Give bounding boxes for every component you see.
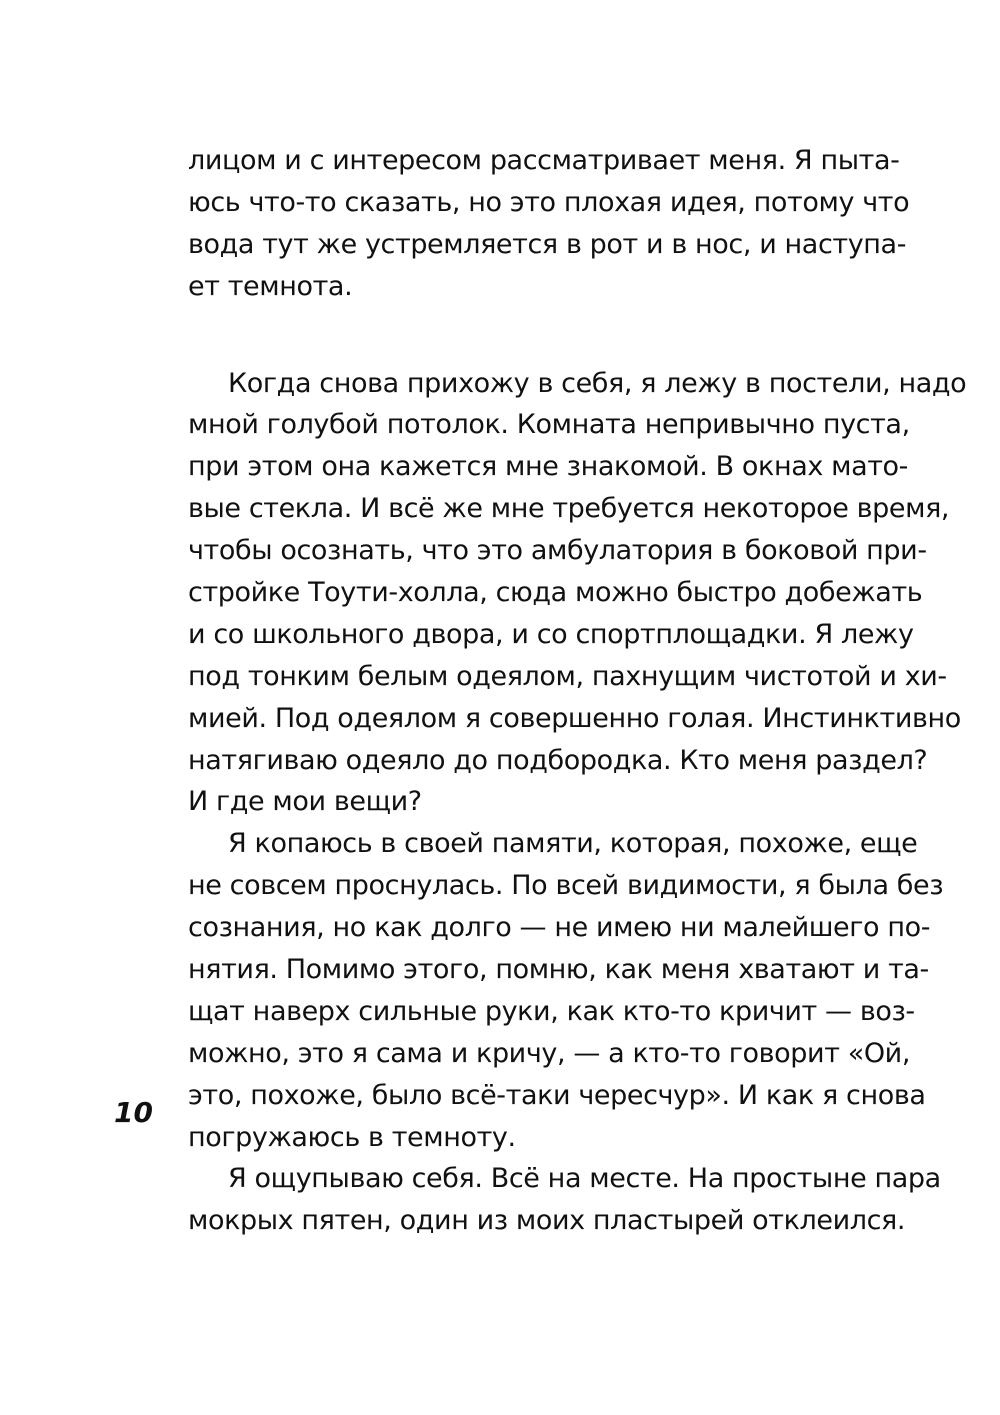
text-line: сознания, но как долго — не имею ни малейшего по- xyxy=(188,912,931,944)
page-number: 10 xyxy=(114,1096,153,1129)
paragraph-2 xyxy=(188,363,967,824)
text-line: юсь что-то сказать, но это плохая идея, потому что xyxy=(188,186,910,218)
text-line: мией. Под одеялом я совершенно голая. Инстинктивно xyxy=(188,702,961,734)
text-line: чтобы осознать, что это амбулатория в боковой при- xyxy=(188,535,927,567)
text-line: стройке Тоути-холла, сюда можно быстро добежать xyxy=(188,577,923,609)
text-line: ет темнота. xyxy=(188,270,353,302)
text-line: Я копаюсь в своей памяти, которая, похоже, еще xyxy=(228,828,918,860)
paragraph-4 xyxy=(188,1158,941,1242)
text-line: при этом она кажется мне знакомой. В окнах мато- xyxy=(188,451,909,483)
text-line: мной голубой потолок. Комната непривычно пуста, xyxy=(188,409,910,441)
text-line: не совсем проснулась. По всей видимости, я была без xyxy=(188,870,944,902)
text-line: щат наверх сильные руки, как кто-то кричит — воз- xyxy=(188,995,915,1027)
text-line: Я ощупываю себя. Всё на месте. На простыне пара xyxy=(228,1163,941,1195)
text-line: это, похоже, было всё-таки чересчур». И как я снова xyxy=(188,1079,926,1111)
text-line: Когда снова прихожу в себя, я лежу в постели, надо xyxy=(228,367,967,399)
text-column xyxy=(188,140,967,1242)
text-line: натягиваю одеяло до подбородка. Кто меня раздел? xyxy=(188,744,928,776)
section-break xyxy=(188,308,874,363)
paragraph-3 xyxy=(188,823,944,1158)
text-line: лицом и с интересом рассматривает меня. Я пыта- xyxy=(188,145,900,176)
text-line: вода тут же устремляется в рот и в нос, и наступа- xyxy=(188,228,907,260)
text-line: и со школьного двора, и со спортплощадки. Я лежу xyxy=(188,618,914,650)
text-line: нятия. Помимо этого, помню, как меня хватают и та- xyxy=(188,954,929,986)
text-line: мокрых пятен, один из моих пластырей отклеился. xyxy=(188,1205,906,1237)
text-line: под тонким белым одеялом, пахнущим чистотой и хи- xyxy=(188,660,947,692)
text-line: погружаюсь в темноту. xyxy=(188,1121,516,1153)
text-line: можно, это я сама и кричу, — а кто-то говорит «Ой, xyxy=(188,1037,910,1069)
paragraph-1 xyxy=(188,140,910,308)
text-line: вые стекла. И всё же мне требуется некоторое время, xyxy=(188,493,950,525)
text-line: И где мои вещи? xyxy=(188,786,422,818)
